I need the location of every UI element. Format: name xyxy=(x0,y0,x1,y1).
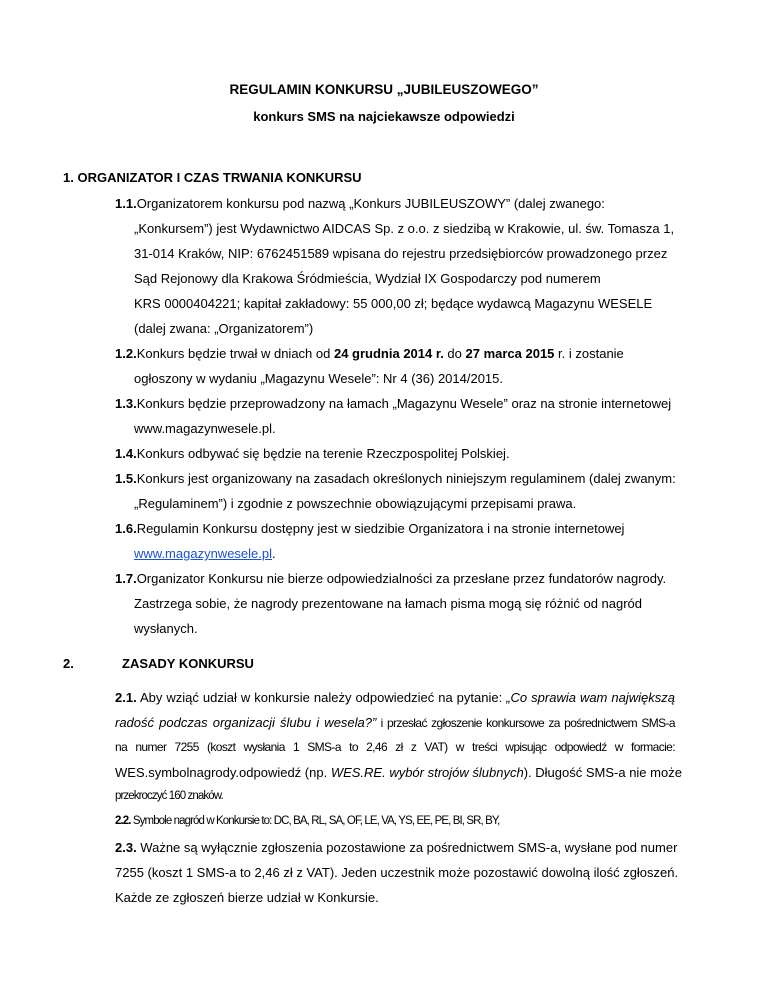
list-item-1-1: 1.1.Organizatorem konkursu pod nazwą „Konkurs JUBILEUSZOWY” (dalej zwanego: xyxy=(115,196,605,211)
document-subtitle: konkurs SMS na najciekawsze odpowiedzi xyxy=(253,109,515,124)
paragraph-line: wysłanych. xyxy=(134,621,198,636)
paragraph-line: na numer 7255 (koszt wysłania 1 SMS-a to 2,46 zł z VAT) w treści wpisując odpowiedź w formacie: xyxy=(115,740,675,754)
paragraph-line: www.magazynwesele.pl. xyxy=(134,421,276,436)
paragraph-line: ogłoszony w wydaniu „Magazynu Wesele”: Nr 4 (36) 2014/2015. xyxy=(134,371,504,386)
list-item-2-3: 2.3. Ważne są wyłącznie zgłoszenia pozostawione za pośrednictwem SMS-a, wysłane pod numer xyxy=(115,840,678,855)
paragraph-line: 7255 (koszt 1 SMS-a to 2,46 zł z VAT). Jeden uczestnik może pozostawić dowolną ilość zgłoszeń. xyxy=(115,865,679,880)
paragraph-line: (dalej zwana: „Organizatorem”) xyxy=(134,321,314,336)
document-title: REGULAMIN KONKURSU „JUBILEUSZOWEGO” xyxy=(229,82,539,97)
paragraph-line: „Konkursem”) jest Wydawnictwo AIDCAS Sp. z o.o. z siedzibą w Krakowie, ul. św. Tomasza 1, xyxy=(134,221,675,236)
list-item-2-2: 2.2. Symbole nagród w Konkursie to: DC, BA, RL, SA, OF, LE, VA, YS, EE, PE, BI, SR, BY, xyxy=(115,815,500,827)
paragraph-line: radość podczas organizacji ślubu i wesela?” i przesłać zgłoszenie konkursowe za pośrednictwem SMS-a xyxy=(115,715,675,730)
section-number: 2. xyxy=(63,656,74,671)
paragraph-line: Zastrzega sobie, że nagrody prezentowane na łamach pisma mogą się różnić od nagród xyxy=(134,596,643,611)
list-item-1-4: 1.4.Konkurs odbywać się będzie na terenie Rzeczpospolitej Polskiej. xyxy=(115,446,510,461)
section-2-heading xyxy=(63,656,254,671)
paragraph-line: 31-014 Kraków, NIP: 6762451589 wpisana do rejestru przedsiębiorców prowadzonego przez xyxy=(134,246,668,261)
list-item-2-1: 2.1. Aby wziąć udział w konkursie należy odpowiedzieć na pytanie: „Co sprawia wam największą xyxy=(115,690,675,705)
section-title: ORGANIZATOR I CZAS TRWANIA KONKURSU xyxy=(77,170,362,185)
section-title: ZASADY KONKURSU xyxy=(122,656,254,671)
list-item-1-6: 1.6.Regulamin Konkursu dostępny jest w siedzibie Organizatora i na stronie internetowej xyxy=(115,521,625,536)
website-link[interactable]: www.magazynwesele.pl xyxy=(134,546,273,561)
paragraph-line: Sąd Rejonowy dla Krakowa Śródmieścia, Wydział IX Gospodarczy pod numerem xyxy=(134,271,601,286)
list-item-1-5: 1.5.Konkurs jest organizowany na zasadach określonych niniejszym regulaminem (dalej zwanym: xyxy=(115,471,676,486)
paragraph-line: Każde ze zgłoszeń bierze udział w Konkursie. xyxy=(115,890,379,905)
start-date: 24 grudnia 2014 r. xyxy=(333,346,444,361)
section-number: 1. xyxy=(63,170,74,185)
paragraph-line: przekroczyć 160 znaków. xyxy=(115,790,223,802)
list-item-1-7: 1.7.Organizator Konkursu nie bierze odpowiedzialności za przesłane przez fundatorów nagrody. xyxy=(115,571,667,586)
list-item-1-3: 1.3.Konkurs będzie przeprowadzony na łamach „Magazynu Wesele” oraz na stronie internetowej xyxy=(115,396,672,411)
paragraph-line: WES.symbolnagrody.odpowiedź (np. WES.RE. wybór strojów ślubnych). Długość SMS-a nie może xyxy=(115,765,682,780)
paragraph-line: www.magazynwesele.pl. xyxy=(134,546,276,561)
list-item-1-2: 1.2.Konkurs będzie trwał w dniach od 24 grudnia 2014 r. do 27 marca 2015 r. i zostanie xyxy=(115,346,624,361)
paragraph-line: „Regulaminem”) i zgodnie z powszechnie obowiązującymi przepisami prawa. xyxy=(134,496,577,511)
section-1-heading xyxy=(63,170,362,185)
end-date: 27 marca 2015 xyxy=(465,346,555,361)
paragraph-line: KRS 0000404221; kapitał zakładowy: 55 000,00 zł; będące wydawcą Magazynu WESELE xyxy=(134,296,653,311)
